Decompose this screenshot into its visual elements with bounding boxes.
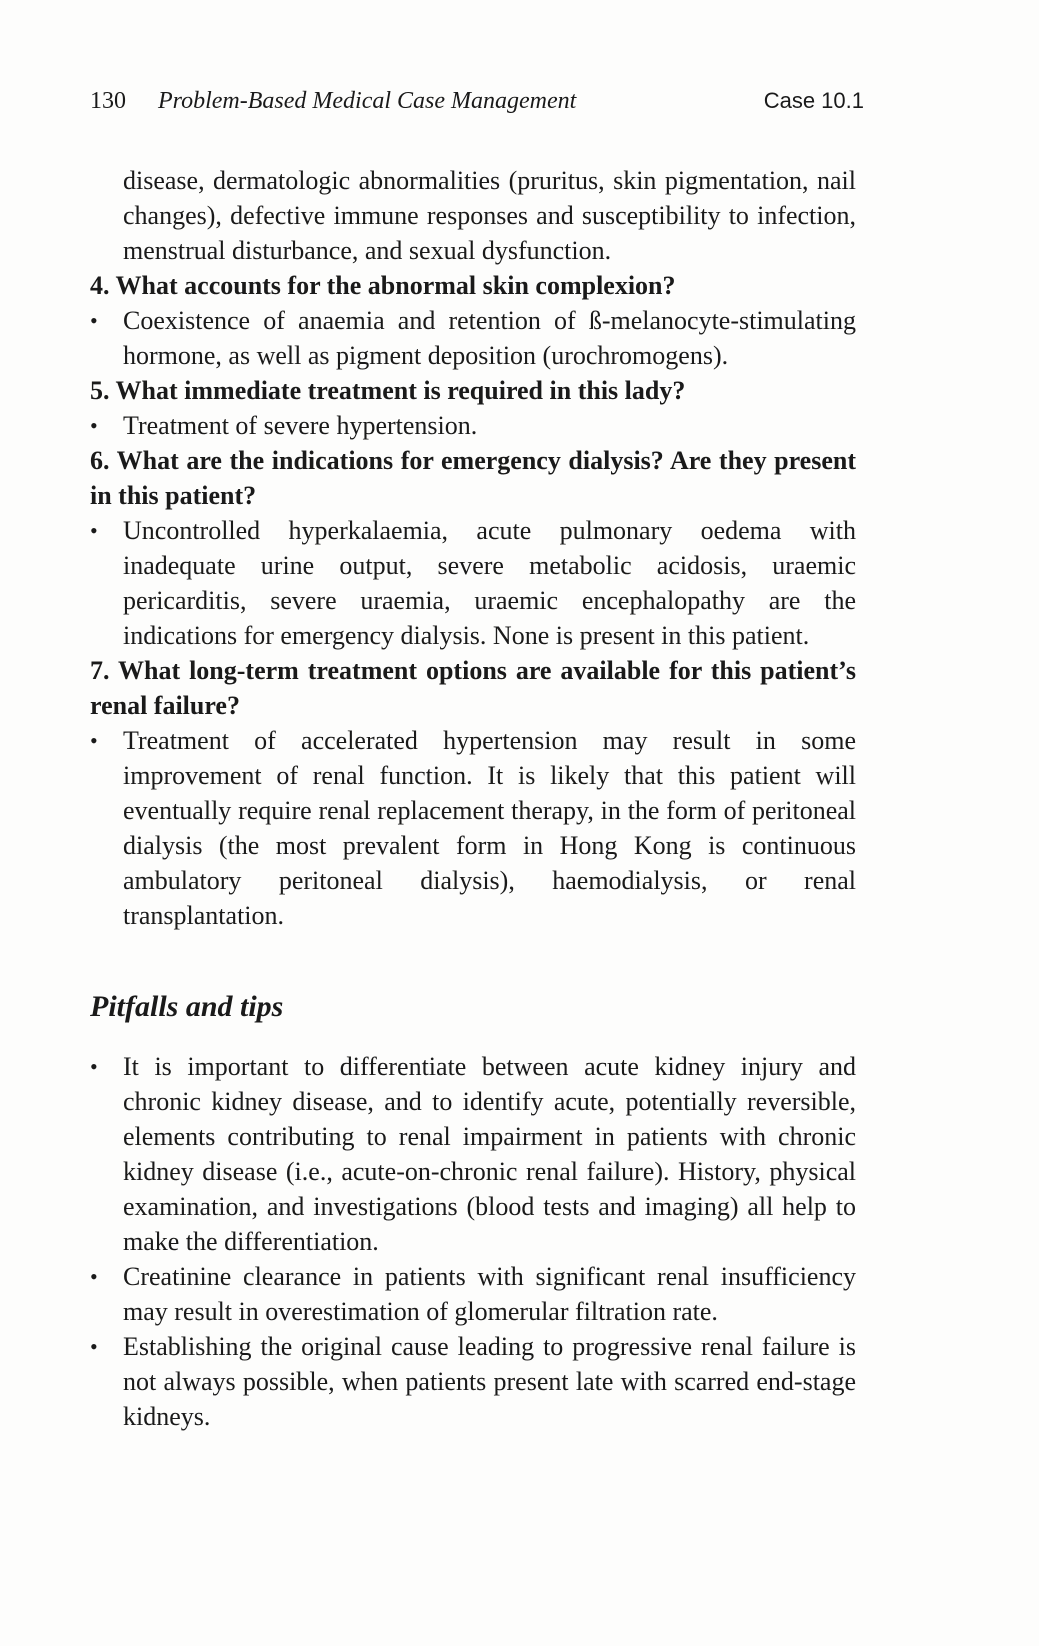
question-6: 6. What are the indications for emergency dialysis? Are they present in this patient? (90, 446, 856, 510)
bullet-icon: • (90, 1334, 98, 1359)
continued-paragraph: disease, dermatologic abnormalities (pruritus, skin pigmentation, nail changes), defective immune responses and susceptibility to infection, menstrual disturbance, and sexual dysfunction. (123, 166, 856, 265)
answer-text: Treatment of accelerated hypertension may result in some improvement of renal function. It is likely that this patient will eventually require renal replacement therapy, in the form of peritoneal dialysis (the most prevalent form in Hong Kong is continuous ambulatory peritoneal dialysis), haemodialysis, or renal transplantation. (123, 726, 856, 930)
answer-item (90, 408, 856, 443)
page-body (90, 163, 856, 1434)
answer-item (90, 723, 856, 933)
answer-item (90, 303, 856, 373)
bullet-icon: • (90, 728, 98, 753)
tip-item (90, 1259, 856, 1329)
tips-list (90, 1049, 856, 1434)
answer-text: Uncontrolled hyperkalaemia, acute pulmonary oedema with inadequate urine output, severe metabolic acidosis, uraemic pericarditis, severe uraemia, uraemic encephalopathy are the indications for emergency dialysis. None is present in this patient. (123, 516, 856, 650)
tip-item (90, 1329, 856, 1434)
question-4: 4. What accounts for the abnormal skin complexion? (90, 271, 676, 300)
bullet-icon: • (90, 1054, 98, 1079)
bullet-icon: • (90, 518, 98, 543)
book-title: Problem-Based Medical Case Management (158, 88, 577, 114)
bullet-icon: • (90, 1264, 98, 1289)
section-heading-pitfalls: Pitfalls and tips (90, 990, 284, 1023)
question-7: 7. What long-term treatment options are available for this patient’s renal failure? (90, 656, 856, 720)
tip-text: It is important to differentiate between acute kidney injury and chronic kidney disease, and to identify acute, potentially reversible, elements contributing to renal impairment in patients with chronic kidney disease (i.e., acute-on-chronic renal failure). History, physical examination, and investigations (blood tests and imaging) all help to make the differentiation. (123, 1052, 856, 1256)
bullet-icon: • (90, 413, 98, 438)
case-label: Case 10.1 (763, 88, 864, 113)
tip-text: Establishing the original cause leading to progressive renal failure is not always possible, when patients present late with scarred end-stage kidneys. (123, 1332, 856, 1431)
answer-text: Coexistence of anaemia and retention of ß-melanocyte-stimulating hormone, as well as pigment deposition (urochromogens). (123, 306, 856, 370)
tip-item (90, 1049, 856, 1259)
answer-text: Treatment of severe hypertension. (123, 411, 478, 440)
running-head (90, 84, 864, 118)
page-number: 130 (90, 88, 126, 114)
answer-item (90, 513, 856, 653)
tip-text: Creatinine clearance in patients with significant renal insufficiency may result in overestimation of glomerular filtration rate. (123, 1262, 856, 1326)
question-5: 5. What immediate treatment is required in this lady? (90, 376, 686, 405)
bullet-icon: • (90, 308, 98, 333)
